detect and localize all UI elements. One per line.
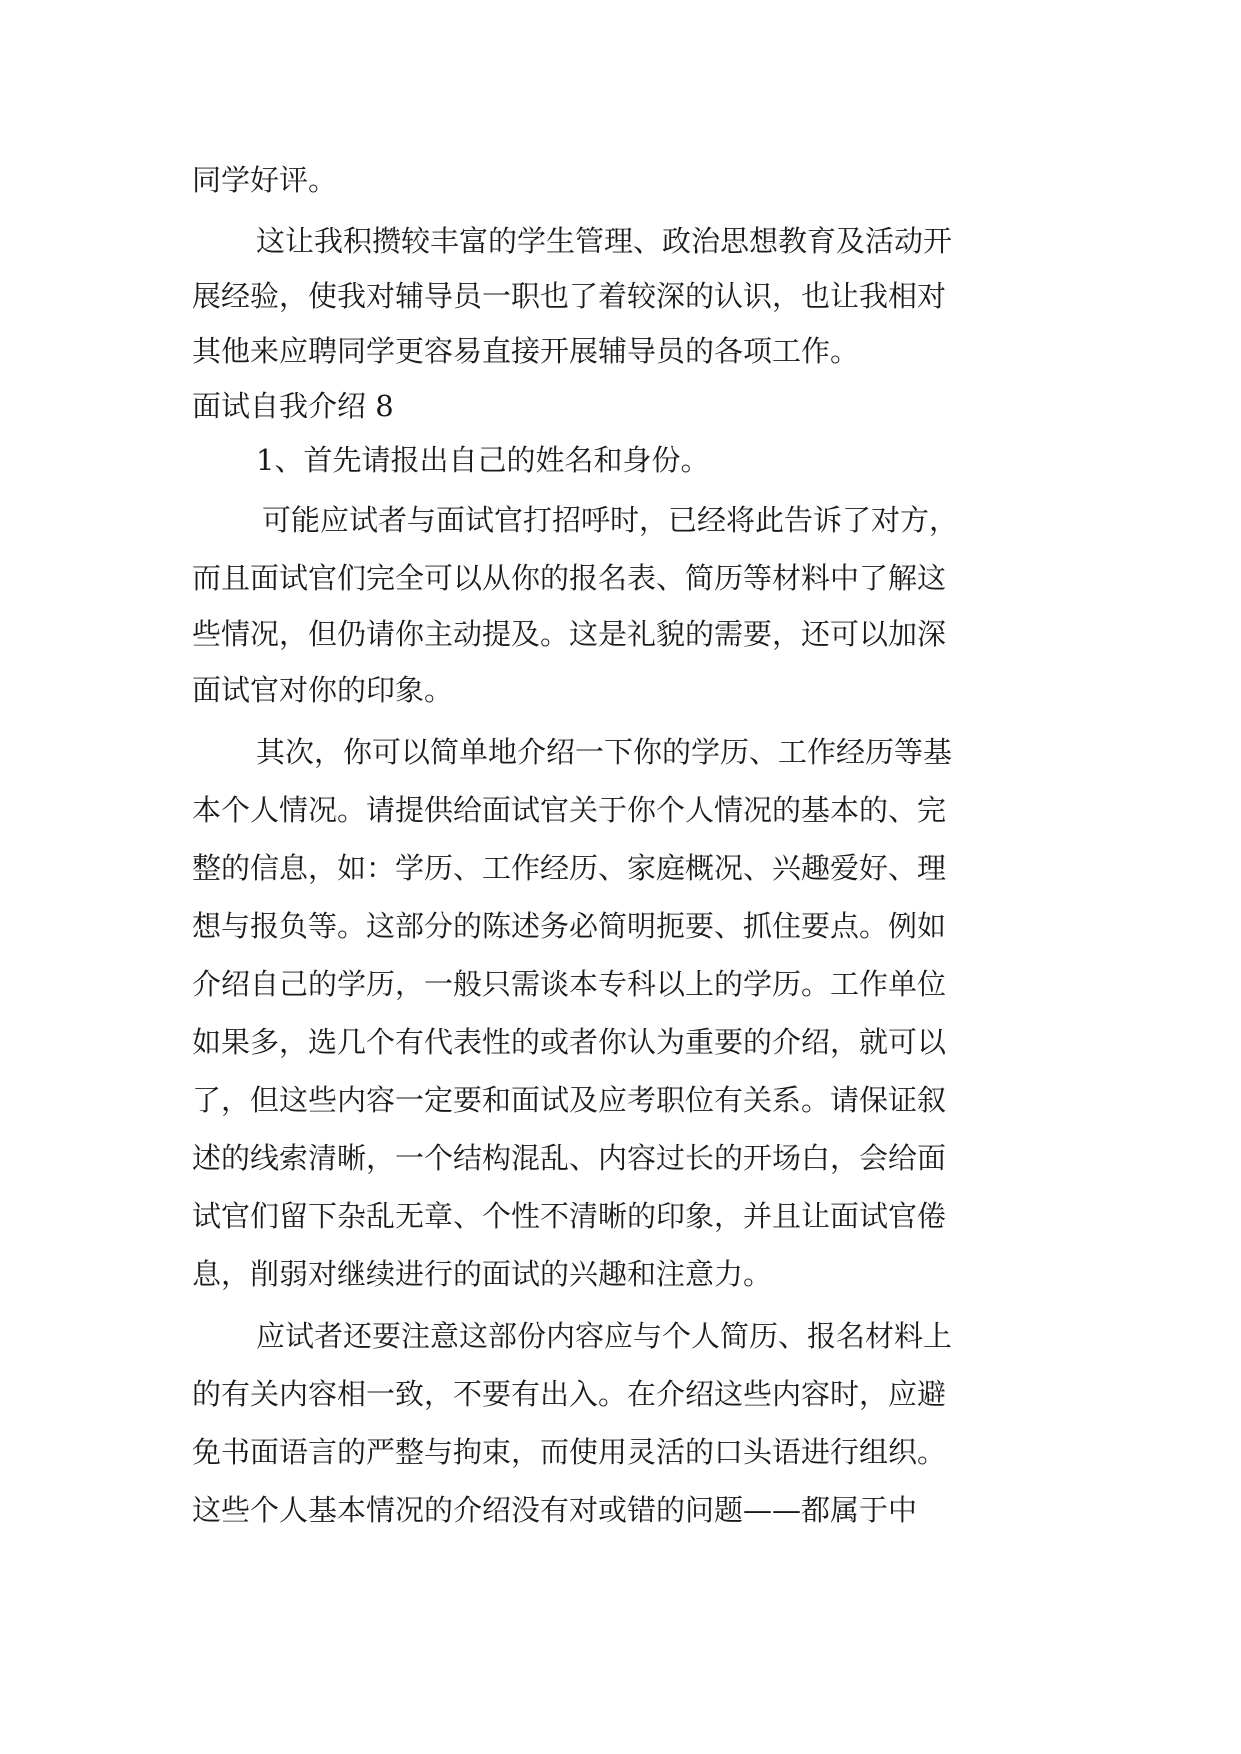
text-line: 试官们留下杂乱无章、个性不清晰的印象，并且让面试官倦: [192, 1199, 947, 1233]
text-line: 同学好评。: [192, 163, 338, 197]
text-line: 如果多，选几个有代表性的或者你认为重要的介绍，就可以: [192, 1025, 947, 1059]
section-heading: 面试自我介绍 8: [192, 389, 394, 423]
text-line: 息，削弱对继续进行的面试的兴趣和注意力。: [192, 1257, 773, 1291]
text-line: 这些个人基本情况的介绍没有对或错的问题——都属于中: [192, 1493, 918, 1527]
paragraph-start-line: 应试者还要注意这部份内容应与个人简历、报名材料上: [256, 1319, 953, 1353]
text-line: 述的线索清晰，一个结构混乱、内容过长的开场白，会给面: [192, 1141, 947, 1175]
text-line: 想与报负等。这部分的陈述务必简明扼要、抓住要点。例如: [192, 909, 947, 943]
paragraph-start-line: 可能应试者与面试官打招呼时，已经将此告诉了对方，: [262, 503, 959, 537]
text-line: 的有关内容相一致，不要有出入。在介绍这些内容时，应避: [192, 1377, 947, 1411]
text-line: 而且面试官们完全可以从你的报名表、简历等材料中了解这: [192, 561, 947, 595]
text-line: 了，但这些内容一定要和面试及应考职位有关系。请保证叙: [192, 1083, 947, 1117]
text-line: 面试官对你的印象。: [192, 673, 454, 707]
paragraph-start-line: 其次，你可以简单地介绍一下你的学历、工作经历等基: [256, 735, 953, 769]
text-line: 其他来应聘同学更容易直接开展辅导员的各项工作。: [192, 334, 860, 368]
text-line: 些情况，但仍请你主动提及。这是礼貌的需要，还可以加深: [192, 617, 947, 651]
text-line: 展经验，使我对辅导员一职也了着较深的认识，也让我相对: [192, 279, 947, 313]
paragraph-start-line: 这让我积攒较丰富的学生管理、政治思想教育及活动开: [256, 224, 953, 258]
text-line: 免书面语言的严整与拘束，而使用灵活的口头语进行组织。: [192, 1435, 947, 1469]
paragraph-start-line: 1、首先请报出自己的姓名和身份。: [256, 443, 710, 477]
text-line: 本个人情况。请提供给面试官关于你个人情况的基本的、完: [192, 793, 947, 827]
text-line: 整的信息，如：学历、工作经历、家庭概况、兴趣爱好、理: [192, 851, 947, 885]
text-line: 介绍自己的学历，一般只需谈本专科以上的学历。工作单位: [192, 967, 947, 1001]
